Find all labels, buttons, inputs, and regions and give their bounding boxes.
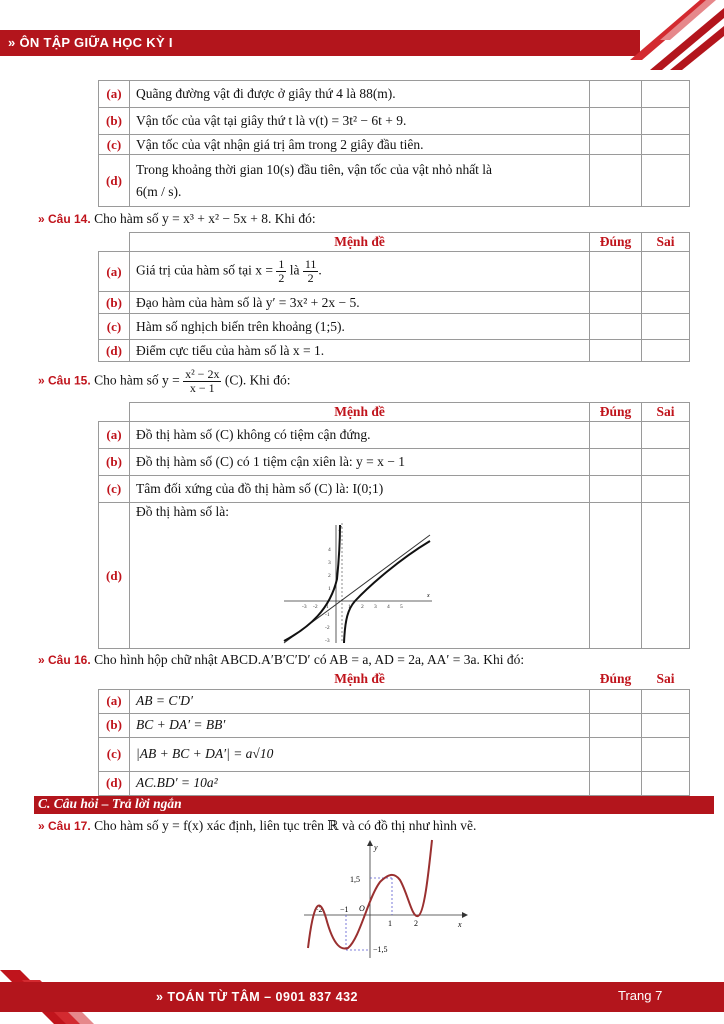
statement-text: Đồ thị hàm số (C) có 1 tiệm cận xiên là: y = x − 1: [129, 449, 589, 476]
fraction: [183, 368, 221, 395]
false-cell[interactable]: [642, 135, 690, 155]
row-label: (a): [99, 689, 130, 713]
row-label: (c): [99, 737, 130, 771]
x-axis-label: x: [458, 920, 462, 929]
true-cell[interactable]: [590, 108, 642, 135]
true-cell[interactable]: [590, 689, 642, 713]
true-cell[interactable]: [590, 476, 642, 503]
statement-text: AC.BD′ = 10a²: [129, 771, 589, 795]
x-tick-label: 3: [373, 604, 377, 610]
section-c-title: C. Câu hỏi – Trả lời ngắn: [38, 796, 182, 811]
row-label: (d): [99, 503, 130, 649]
y-tick-label: 4: [327, 547, 331, 553]
footer-text: » TOÁN TỪ TÂM – 0901 837 432: [156, 990, 359, 1004]
fraction-one-half: [276, 258, 286, 285]
statement-text: Quãng đường vật đi được ở giây thứ 4 là 88(m).: [129, 81, 589, 108]
statement-text: [129, 252, 589, 292]
false-cell[interactable]: [642, 292, 690, 314]
table-row: [99, 314, 690, 340]
table-header: [99, 670, 690, 689]
question-number: » Câu 15.: [38, 373, 91, 388]
graph-left-branch: [284, 525, 340, 641]
x-label-neg-1: −1: [340, 905, 349, 914]
statement-line-1: Trong khoảng thời gian 10(s) đầu tiên, vận tốc của vật nhỏ nhất là: [135, 161, 493, 177]
statement-text: Đạo hàm của hàm số là y′ = 3x² + 2x − 5.: [129, 292, 589, 314]
q17-function-graph: [300, 838, 470, 962]
false-cell[interactable]: [642, 503, 690, 649]
x-label-1: 1: [388, 919, 392, 928]
section-c-bar: [34, 796, 714, 814]
false-cell[interactable]: [642, 737, 690, 771]
table-row: [99, 503, 690, 649]
q13-table: [98, 80, 690, 207]
question-pre: Cho hàm số y =: [94, 372, 180, 388]
frac-den: 2: [307, 271, 314, 285]
header-banner: [0, 30, 640, 56]
table-row: [99, 81, 690, 108]
footer-bar: [0, 982, 724, 1012]
q15-table: [98, 402, 690, 649]
false-cell[interactable]: [642, 689, 690, 713]
x-tick-label: 4: [386, 604, 390, 610]
frac-num: 1: [278, 257, 285, 271]
q15-stem: [38, 368, 290, 395]
true-cell[interactable]: [590, 135, 642, 155]
x-tick-label: -3: [301, 604, 307, 610]
statement-post: .: [318, 262, 322, 278]
x-tick-label: -1: [323, 604, 329, 610]
row-label: (a): [99, 422, 130, 449]
statement-text: Vận tốc của vật tại giây thứ t là v(t) = 3t² − 6t + 9.: [129, 108, 589, 135]
table-row: [99, 292, 690, 314]
corner-decoration-top: [600, 0, 724, 70]
frac-num: 11: [304, 257, 317, 271]
row-label: (b): [99, 108, 130, 135]
true-cell[interactable]: [590, 422, 642, 449]
x-label-neg-2: −2: [314, 905, 323, 914]
header-title: » ÔN TẬP GIỮA HỌC KỲ I: [8, 35, 173, 50]
row-label: (d): [99, 340, 130, 362]
q16-stem: [38, 652, 524, 668]
question-number: » Câu 17.: [38, 819, 91, 833]
row-label: (d): [99, 155, 130, 207]
y-tick-label: 3: [327, 560, 331, 566]
question-text: Cho hàm số y = x³ + x² − 5x + 8. Khi đó:: [94, 211, 316, 226]
true-cell[interactable]: [590, 292, 642, 314]
table-row: [99, 476, 690, 503]
table-row: [99, 252, 690, 292]
row-label: (d): [99, 771, 130, 795]
true-cell[interactable]: [590, 737, 642, 771]
true-cell[interactable]: [590, 771, 642, 795]
x-tick-label: 1: [347, 604, 351, 610]
y-label-1-5: 1,5: [350, 875, 360, 884]
origin-label: O: [359, 904, 365, 913]
statement-text: BC + DA′ = BB′: [129, 713, 589, 737]
table-row: [99, 713, 690, 737]
row-label: (c): [99, 135, 130, 155]
header-false: Sai: [656, 671, 675, 687]
statement-text: Đồ thị hàm số (C) không có tiệm cận đứng.: [129, 422, 589, 449]
y-tick-label: -2: [324, 625, 330, 631]
q14-table: [98, 232, 690, 362]
false-cell[interactable]: [642, 314, 690, 340]
q17-stem: [38, 818, 476, 834]
header-statement: Mệnh đề: [334, 671, 385, 687]
true-cell[interactable]: [590, 81, 642, 108]
row-label: (c): [99, 314, 130, 340]
statement-text: Đồ thị hàm số là:: [135, 504, 229, 519]
question-number: » Câu 14.: [38, 212, 91, 226]
table-header: [99, 403, 690, 422]
false-cell[interactable]: [642, 449, 690, 476]
true-cell[interactable]: [590, 340, 642, 362]
row-label: (b): [99, 713, 130, 737]
y-axis-label: y: [374, 843, 378, 852]
false-cell[interactable]: [642, 340, 690, 362]
table-row: [99, 771, 690, 795]
x-label-2: 2: [414, 919, 418, 928]
frac-den: 2: [278, 271, 285, 285]
true-cell[interactable]: [590, 252, 642, 292]
question-text: Cho hình hộp chữ nhật ABCD.A′B′C′D′ có AB = a, AD = 2a, AA′ = 3a. Khi đó:: [94, 652, 525, 667]
table-row: [99, 135, 690, 155]
x-tick-label: -2: [312, 604, 318, 610]
statement-text: AB = C′D′: [129, 689, 589, 713]
y-tick-label: 2: [327, 573, 331, 579]
statement-text: Tâm đối xứng của đồ thị hàm số (C) là: I(0;1): [129, 476, 589, 503]
y-axis-label: y: [338, 525, 342, 531]
x-axis-label: x: [426, 593, 430, 599]
header-false: Sai: [642, 403, 690, 422]
y-axis-arrow-icon: [367, 840, 373, 846]
frac-den: x − 1: [189, 381, 215, 395]
header-true: Đúng: [590, 403, 642, 422]
table-row: [99, 449, 690, 476]
row-label: (b): [99, 449, 130, 476]
table-row: [99, 737, 690, 771]
header-false: Sai: [642, 233, 690, 252]
true-cell[interactable]: [590, 449, 642, 476]
header-statement: Mệnh đề: [129, 403, 589, 422]
true-cell[interactable]: [590, 314, 642, 340]
row-label: (b): [99, 292, 130, 314]
false-cell[interactable]: [642, 713, 690, 737]
false-cell[interactable]: [642, 252, 690, 292]
statement-line-2: 6(m / s).: [135, 183, 182, 199]
table-row: [99, 340, 690, 362]
question-text: Cho hàm số y = f(x) xác định, liên tục trên ℝ và có đồ thị như hình vẽ.: [94, 818, 477, 833]
header-true: Đúng: [599, 671, 632, 687]
row-label: (a): [99, 81, 130, 108]
true-cell[interactable]: [590, 155, 642, 207]
y-tick-label: 1: [327, 586, 331, 592]
x-axis-arrow-icon: [462, 912, 468, 918]
frac-num: x² − 2x: [185, 367, 220, 381]
x-tick-label: 5: [399, 604, 403, 610]
false-cell[interactable]: [642, 81, 690, 108]
header-true: Đúng: [590, 233, 642, 252]
statement-pre: Giá trị của hàm số tại x =: [135, 262, 273, 278]
false-cell[interactable]: [642, 155, 690, 207]
false-cell[interactable]: [642, 422, 690, 449]
statement-text: [129, 155, 589, 207]
fraction-eleven-half: [303, 257, 322, 285]
row-label: (a): [99, 252, 130, 292]
statement-mid: là: [289, 262, 303, 278]
statement-text: Vận tốc của vật nhận giá trị âm trong 2 giây đầu tiên.: [129, 135, 589, 155]
table-header: [99, 233, 690, 252]
question-number: » Câu 16.: [38, 653, 91, 667]
page-number: Trang 7: [618, 988, 663, 1003]
table-row: [99, 155, 690, 207]
table-row: [99, 108, 690, 135]
statement-cell-graph: [129, 503, 589, 649]
table-row: [99, 689, 690, 713]
statement-text: Điểm cực tiểu của hàm số là x = 1.: [129, 340, 589, 362]
row-label: (c): [99, 476, 130, 503]
q16-table: [98, 670, 690, 796]
graph-right-branch: [344, 541, 430, 643]
statement-text: |AB + BC + DA′| = a√10: [129, 737, 589, 771]
header-statement: Mệnh đề: [129, 233, 589, 252]
false-cell[interactable]: [642, 108, 690, 135]
table-row: [99, 422, 690, 449]
true-cell[interactable]: [590, 503, 642, 649]
y-tick-label: -3: [324, 638, 330, 644]
y-label-neg-1-5: −1,5: [373, 945, 388, 954]
false-cell[interactable]: [642, 476, 690, 503]
statement-text: Hàm số nghịch biến trên khoảng (1;5).: [129, 314, 589, 340]
q14-stem: [38, 211, 316, 227]
question-post: (C). Khi đó:: [224, 372, 291, 388]
x-tick-label: 2: [360, 604, 364, 610]
true-cell[interactable]: [590, 713, 642, 737]
false-cell[interactable]: [642, 771, 690, 795]
y-tick-label: -1: [324, 612, 330, 618]
q15-function-graph: [280, 519, 440, 647]
